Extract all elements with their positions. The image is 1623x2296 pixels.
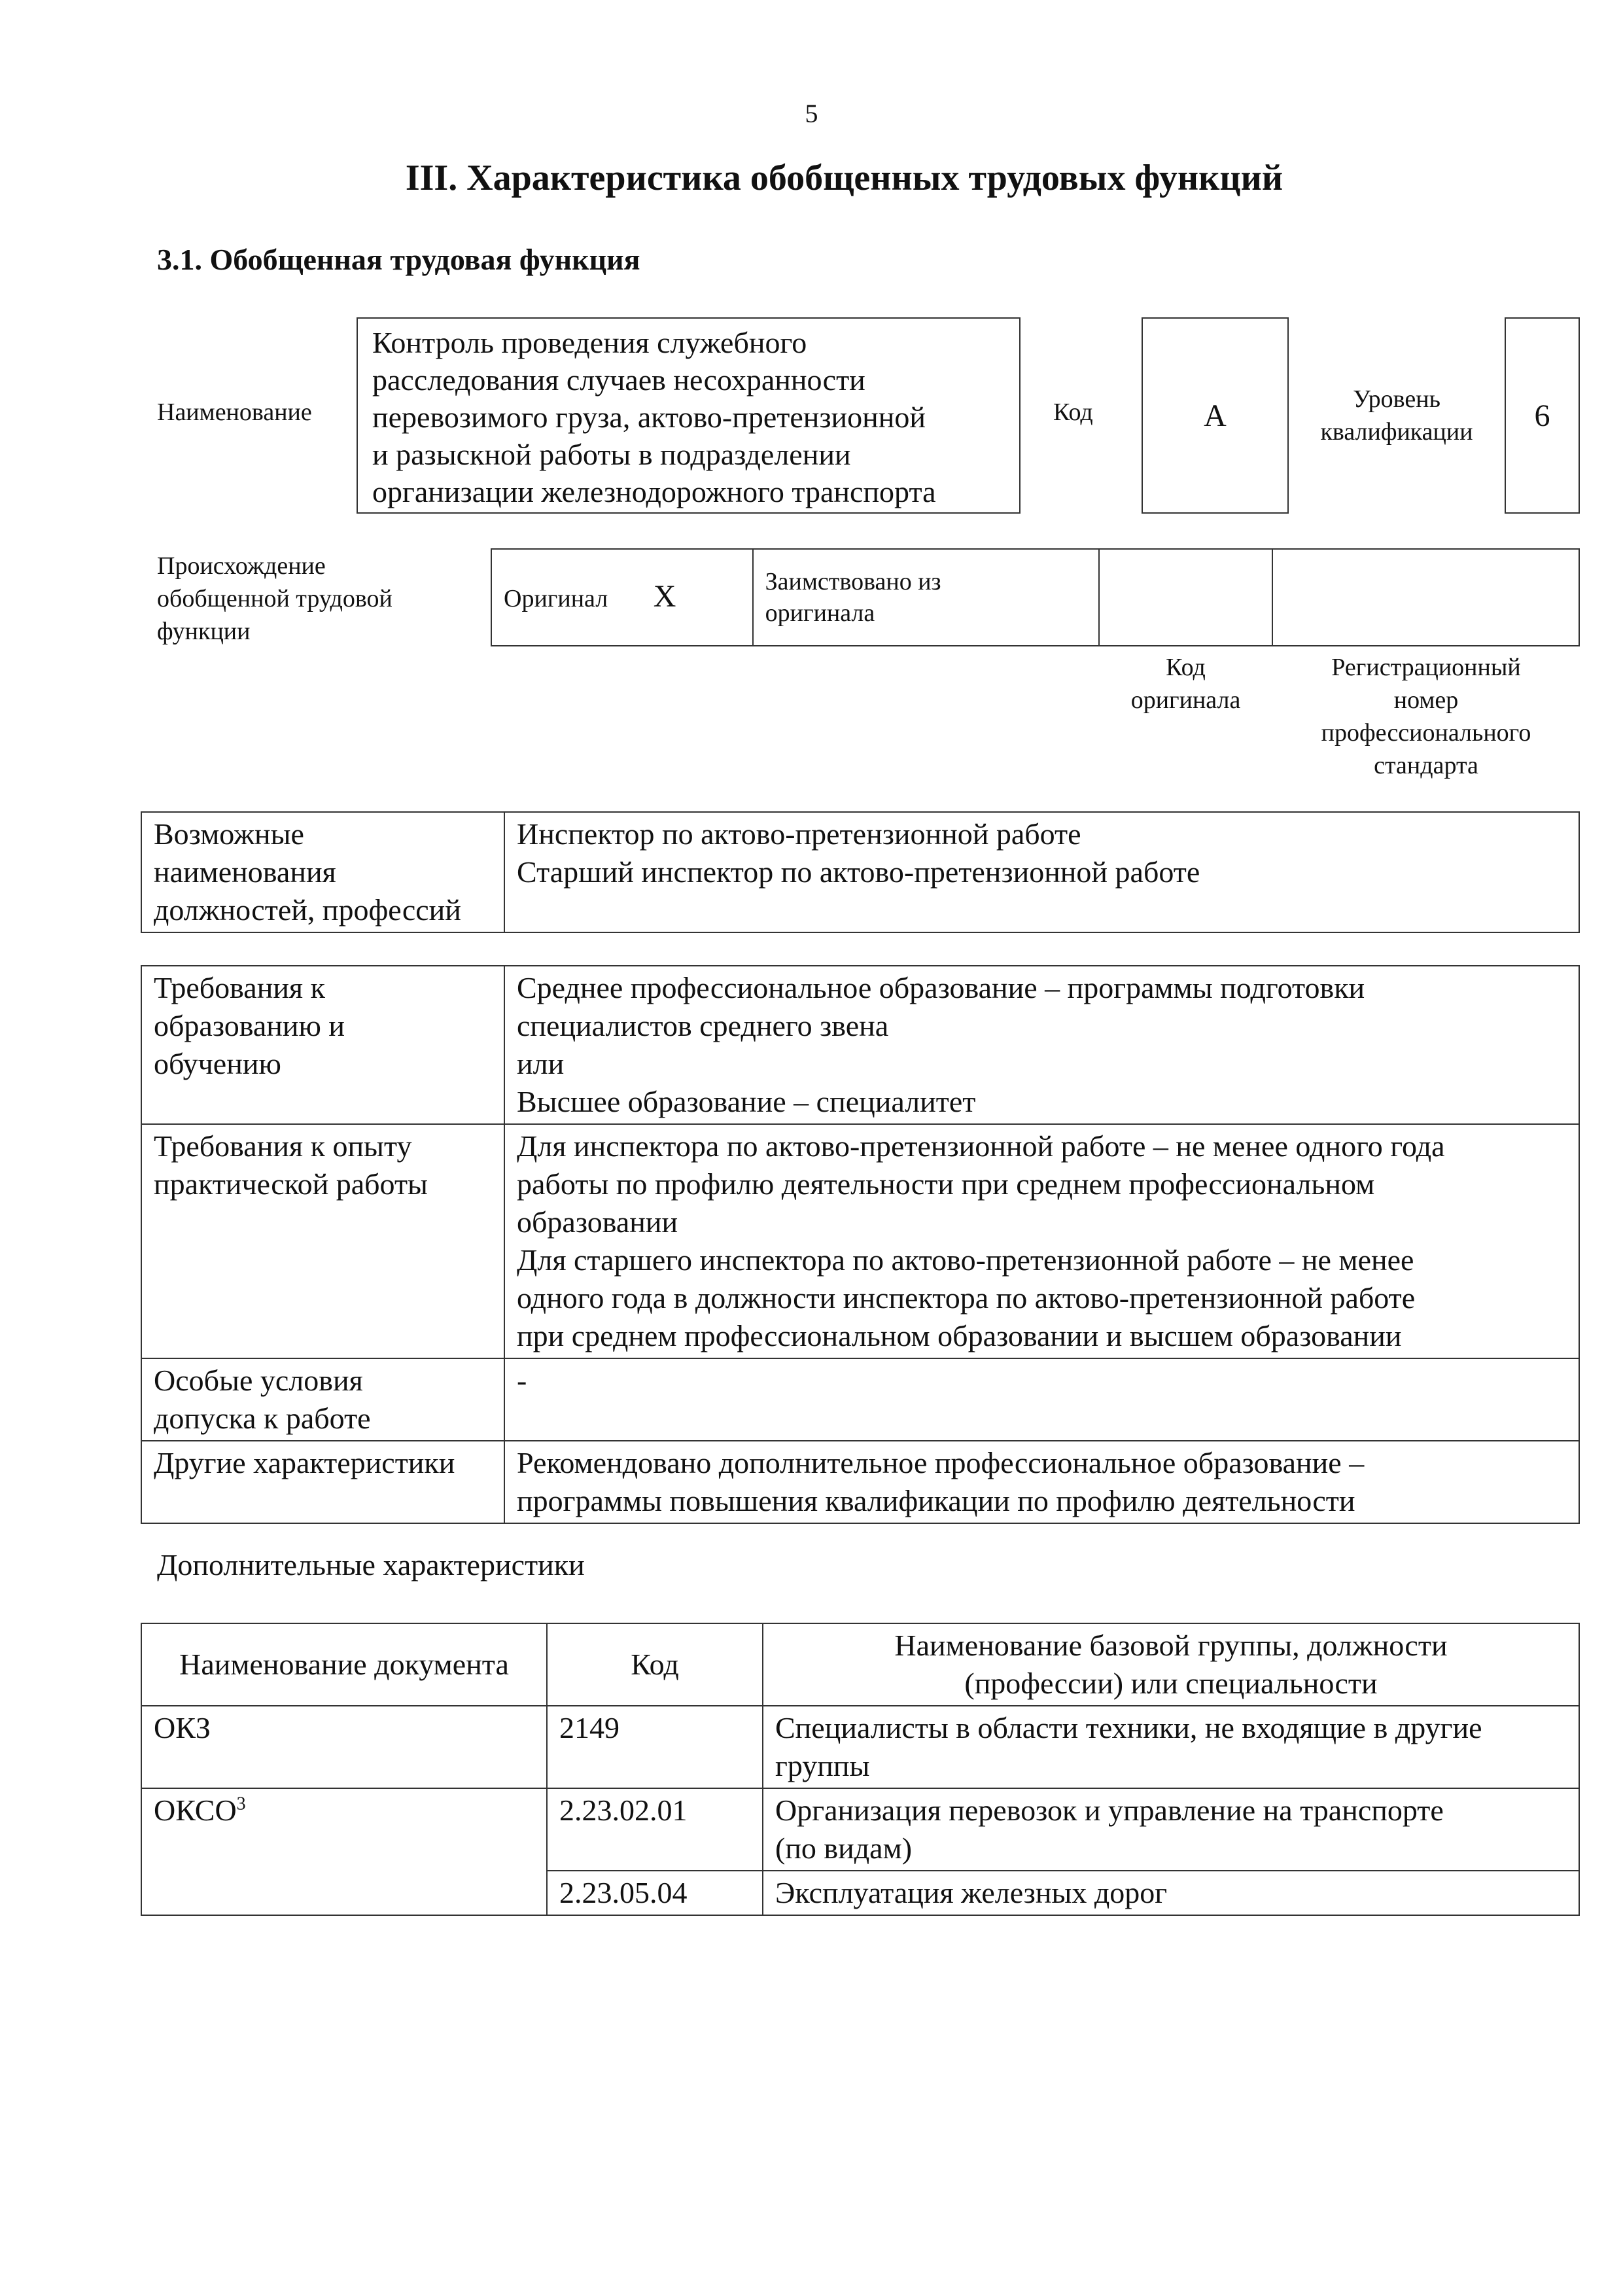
origin-label (157, 550, 393, 648)
borrowed-label-line: Заимствовано из (765, 568, 941, 595)
origin-label-line: Происхождение (157, 552, 326, 580)
table-row (141, 1124, 1579, 1358)
table-row (141, 1788, 1579, 1871)
requirement-value-line: Высшее образование – специалитет (517, 1085, 976, 1118)
positions-label-line: наименования (154, 855, 336, 889)
requirement-value-line: при среднем профессиональном образовании и высшем образовании (517, 1319, 1402, 1352)
positions-value-cell (504, 812, 1579, 932)
function-name-line: расследования случаев несохранности (372, 363, 865, 397)
experience-label-cell (141, 1124, 504, 1358)
okso-doc (141, 1788, 547, 1915)
okz-code: 2149 (547, 1706, 763, 1788)
code-value-box (1142, 317, 1289, 514)
positions-label-cell (141, 812, 504, 932)
positions-label-line: должностей, профессий (154, 893, 461, 927)
origin-label-line: функции (157, 618, 251, 645)
level-label (1292, 383, 1501, 448)
page-number: 5 (805, 99, 818, 128)
requirement-label-line: обучению (154, 1047, 281, 1080)
code-caption-line: оригинала (1130, 686, 1241, 714)
okso-name-line: (по видам) (775, 1831, 913, 1865)
requirement-value-line: Среднее профессиональное образование – программы подготовки (517, 971, 1365, 1004)
positions-table (141, 811, 1580, 933)
code-label: Код (1053, 398, 1093, 426)
requirements-table (141, 965, 1580, 1524)
table-row (141, 1706, 1579, 1788)
level-label-line: Уровень (1353, 385, 1440, 413)
requirement-value-line: Рекомендовано дополнительное профессиональное образование – (517, 1446, 1365, 1479)
okso-doc-label: ОКСО (154, 1793, 237, 1827)
original-cell (491, 549, 753, 646)
origin-label-line: обобщенной трудовой (157, 585, 393, 612)
okso-code: 2.23.05.04 (547, 1871, 763, 1915)
okz-name (763, 1706, 1579, 1788)
okz-doc: ОКЗ (141, 1706, 547, 1788)
table-row (141, 1623, 1579, 1706)
header-name-line: (профессии) или специальности (964, 1667, 1378, 1700)
table-row (141, 1441, 1579, 1523)
positions-label-line: Возможные (154, 817, 304, 851)
function-name-line: организации железнодорожного транспорта (372, 475, 936, 508)
table-row (141, 1358, 1579, 1441)
requirement-label-line: допуска к работе (154, 1402, 371, 1435)
requirement-value-line: Для инспектора по актово-претензионной работе – не менее одного года (517, 1129, 1445, 1163)
code-value: A (1204, 398, 1227, 433)
borrowed-label-line: оригинала (765, 599, 875, 627)
okso-footnote-mark: 3 (236, 1793, 246, 1814)
education-label-cell (141, 966, 504, 1124)
registration-caption (1272, 651, 1580, 782)
additional-title: Дополнительные характеристики (157, 1548, 585, 1581)
requirement-label-line: Требования к (154, 971, 325, 1004)
function-name-line: Контроль проведения служебного (372, 326, 807, 359)
okso-name (763, 1788, 1579, 1871)
requirement-value-line: работы по профилю деятельности при среднем профессиональном (517, 1167, 1375, 1201)
registration-caption-line: Регистрационный (1331, 654, 1521, 681)
okso-name-line: Эксплуатация железных дорог (775, 1876, 1168, 1909)
header-doc: Наименование документа (141, 1623, 547, 1706)
okso-name (763, 1871, 1579, 1915)
additional-table (141, 1623, 1580, 1916)
origin-table (491, 548, 1580, 646)
function-name-line: и разыскной работы в подразделении (372, 438, 851, 471)
table-row (141, 966, 1579, 1124)
experience-value-cell (504, 1124, 1579, 1358)
position-line: Инспектор по актово-претензионной работе (517, 817, 1081, 851)
function-name-box (357, 317, 1021, 514)
position-line: Старший инспектор по актово-претензионной работе (517, 855, 1200, 889)
header-name-line: Наименование базовой группы, должности (894, 1629, 1448, 1662)
original-code-cell (1099, 549, 1272, 646)
original-mark: X (653, 578, 676, 614)
requirement-value-line: программы повышения квалификации по профилю деятельности (517, 1484, 1355, 1517)
requirement-value-line: специалистов среднего звена (517, 1009, 889, 1042)
header-name (763, 1623, 1579, 1706)
function-name-line: перевозимого груза, актово-претензионной (372, 400, 926, 434)
level-label-line: квалификации (1320, 418, 1473, 446)
requirement-value-line: одного года в должности инспектора по актово-претензионной работе (517, 1281, 1416, 1315)
header-code: Код (547, 1623, 763, 1706)
okso-code: 2.23.02.01 (547, 1788, 763, 1871)
requirement-label-line: Другие характеристики (154, 1446, 455, 1479)
original-label: Оригинал (504, 584, 608, 612)
okso-name-line: Организация перевозок и управление на транспорте (775, 1793, 1444, 1827)
registration-caption-line: стандарта (1374, 752, 1478, 779)
education-value-cell (504, 966, 1579, 1124)
subsection-title: 3.1. Обобщенная трудовая функция (157, 243, 640, 276)
requirement-label-line: образованию и (154, 1009, 345, 1042)
requirement-label-line: практической работы (154, 1167, 428, 1201)
requirement-value-line: Для старшего инспектора по актово-претензионной работе – не менее (517, 1243, 1414, 1277)
requirement-value-line: или (517, 1047, 565, 1080)
level-value-box (1505, 317, 1580, 514)
name-label: Наименование (157, 398, 312, 426)
registration-caption-line: номер (1393, 686, 1459, 714)
level-value: 6 (1534, 398, 1550, 433)
other-value-cell (504, 1441, 1579, 1523)
admission-value-cell (504, 1358, 1579, 1441)
admission-label-cell (141, 1358, 504, 1441)
requirement-value-line: - (517, 1364, 527, 1397)
requirement-label-line: Особые условия (154, 1364, 363, 1397)
section-title: III. Характеристика обобщенных трудовых функций (405, 158, 1283, 198)
requirement-label-line: Требования к опыту (154, 1129, 412, 1163)
okz-name-line: Специалисты в области техники, не входящие в другие (775, 1711, 1482, 1744)
okz-name-line: группы (775, 1749, 870, 1782)
registration-caption-line: профессионального (1321, 719, 1531, 747)
code-caption (1099, 651, 1272, 716)
borrowed-cell (753, 549, 1100, 646)
other-label-cell (141, 1441, 504, 1523)
code-caption-line: Код (1166, 654, 1206, 681)
registration-number-cell (1272, 549, 1579, 646)
requirement-value-line: образовании (517, 1205, 678, 1239)
